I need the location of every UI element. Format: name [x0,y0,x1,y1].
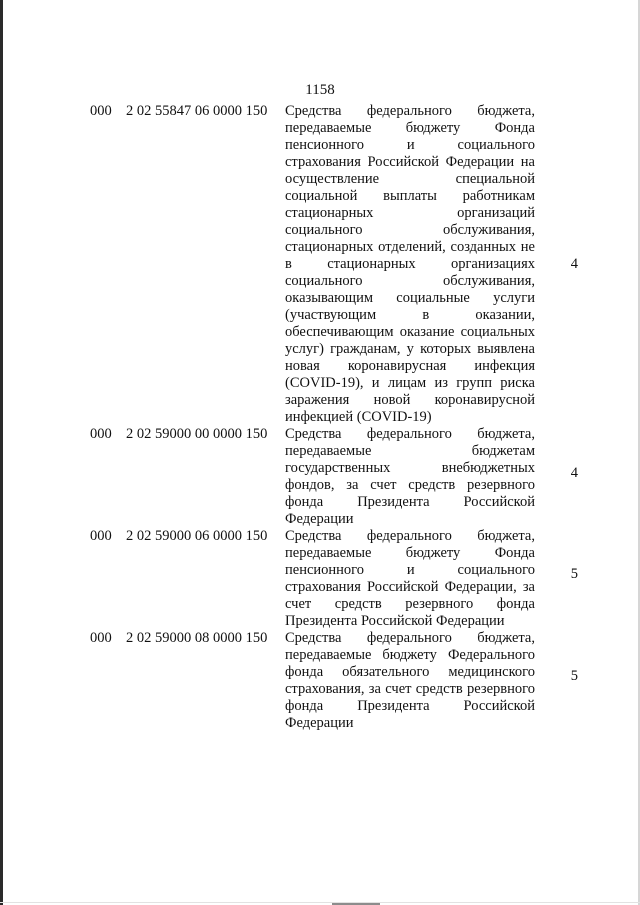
scan-bottom-edge [0,902,640,903]
table-row [0,528,640,630]
admin-code: 000 [90,528,112,544]
classifier-code: 2 02 59000 06 0000 150 [126,528,268,544]
budget-table [0,103,640,732]
row-description: Средства федерального бюджета, передаваемые бюджету Фонда пенсионного и социального страхования Российской Федерации, за счет средств резервного фонда Президента Российской Федерации [285,528,535,629]
row-description: Средства федерального бюджета, передаваемые бюджету Фонда пенсионного и социального страхования Российской Федерации на осуществление специальной социальной выплаты работникам стационарных организаций социального обслуживания, стационарных отделений, созданных не в стационарных организациях социального обслуживания, оказывающим социальные услуги (участвующим в оказании, обеспечивающим оказание социальных услуг) гражданам, у которых выявлена новая коронавирусная инфекция (COVID-19), и лицам из групп риска заражения новой коронавирусной инфекцией (COVID-19) [285,103,535,425]
page-number: 1158 [305,82,335,98]
admin-code: 000 [90,426,112,442]
amount-value: 4 [570,465,578,481]
table-row [0,630,640,732]
amount-value: 5 [570,668,578,684]
admin-code: 000 [90,630,112,646]
classifier-code: 2 02 59000 00 0000 150 [126,426,268,442]
table-row [0,426,640,528]
amount-value: 5 [570,566,578,582]
row-description: Средства федерального бюджета, передаваемые бюджетам государственных внебюджетных фондов, за счет средств резервного фонда Президента Российской Федерации [285,426,535,527]
table-row [0,103,640,426]
classifier-code: 2 02 59000 08 0000 150 [126,630,268,646]
row-description: Средства федерального бюджета, передаваемые бюджету Федерального фонда обязательного медицинского страхования, за счет средств резервного фонда Президента Российской Федерации [285,630,535,731]
admin-code: 000 [90,103,112,119]
amount-value: 4 [570,256,578,272]
classifier-code: 2 02 55847 06 0000 150 [126,103,268,119]
